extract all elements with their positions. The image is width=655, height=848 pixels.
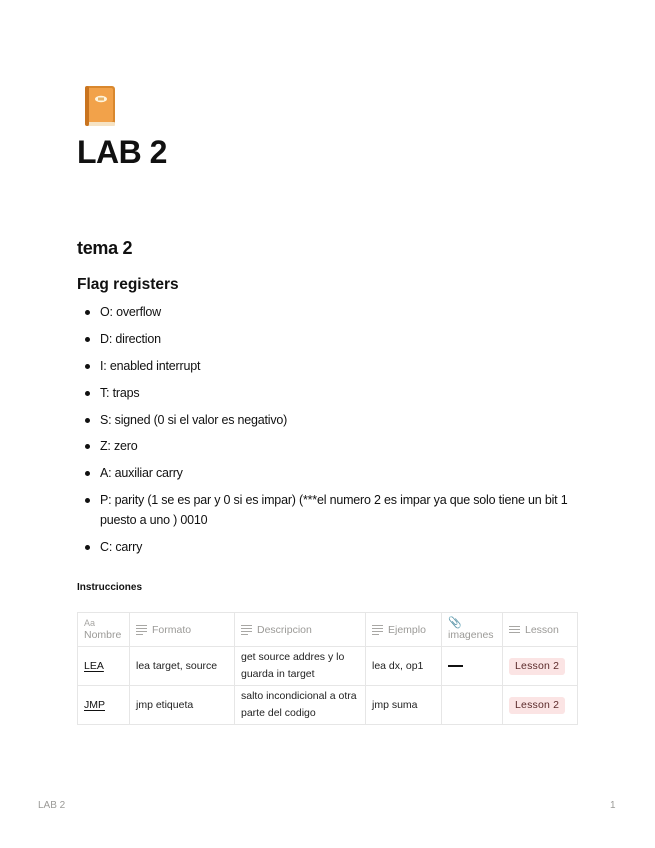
subsection-heading: Flag registers [77, 276, 179, 293]
list-item: A: auxiliar carry [77, 463, 577, 483]
section-heading: tema 2 [77, 238, 133, 258]
table-cell: salto incondicional a otra parte del codigo [235, 686, 366, 725]
flag-registers-list [77, 302, 577, 564]
table-cell: jmp suma [366, 686, 442, 725]
column-header-imagenes[interactable] [442, 613, 503, 647]
table-header-row [78, 613, 578, 647]
column-label: imagenes [448, 629, 494, 641]
image-placeholder-dash [448, 665, 463, 667]
text-property-icon [241, 623, 252, 637]
column-header-descripcion[interactable] [235, 613, 366, 647]
list-item: C: carry [77, 537, 577, 557]
database-title: Instrucciones [77, 582, 143, 593]
list-item: S: signed (0 si el valor es negativo) [77, 410, 577, 430]
list-item: T: traps [77, 383, 577, 403]
column-label: Lesson [525, 623, 559, 636]
footer-page-number: 1 [610, 800, 616, 811]
lesson-tag[interactable]: Lesson 2 [509, 658, 565, 675]
instructions-table [77, 612, 578, 725]
column-label: Ejemplo [388, 623, 426, 636]
title-property-icon: Aa [84, 618, 96, 628]
list-item: O: overflow [77, 302, 577, 322]
list-item: I: enabled interrupt [77, 356, 577, 376]
table-cell [503, 686, 578, 725]
row-title-link[interactable]: LEA [84, 659, 104, 672]
table-cell: get source addres y lo guarda in target [235, 647, 366, 686]
row-title-link[interactable]: JMP [84, 698, 105, 711]
column-header-ejemplo[interactable] [366, 613, 442, 647]
table-cell [503, 647, 578, 686]
paperclip-icon: 📎 [448, 617, 462, 629]
table-row[interactable] [78, 647, 578, 686]
table-cell [442, 686, 503, 725]
column-label: Descripcion [257, 623, 312, 636]
closed-book-emoji-icon [82, 84, 120, 128]
table-cell [442, 647, 503, 686]
list-item: Z: zero [77, 436, 577, 456]
column-header-formato[interactable] [130, 613, 235, 647]
text-property-icon [136, 623, 147, 637]
page-title: LAB 2 [77, 134, 167, 170]
column-header-lesson[interactable] [503, 613, 578, 647]
table-cell: jmp etiqueta [130, 686, 235, 725]
column-label: Nombre [84, 629, 122, 641]
text-property-icon [372, 623, 383, 637]
footer-page-title: LAB 2 [38, 800, 66, 811]
lesson-tag[interactable]: Lesson 2 [509, 697, 565, 714]
multi-select-property-icon [509, 624, 520, 635]
table-row[interactable] [78, 686, 578, 725]
column-label: Formato [152, 623, 192, 636]
table-cell: lea dx, op1 [366, 647, 442, 686]
table-cell: lea target, source [130, 647, 235, 686]
list-item: P: parity (1 se es par y 0 si es impar) (***el numero 2 es impar ya que solo tiene un bit 1 puesto a uno ) 0010 [77, 490, 577, 530]
list-item: D: direction [77, 329, 577, 349]
column-header-nombre[interactable] [78, 613, 130, 647]
